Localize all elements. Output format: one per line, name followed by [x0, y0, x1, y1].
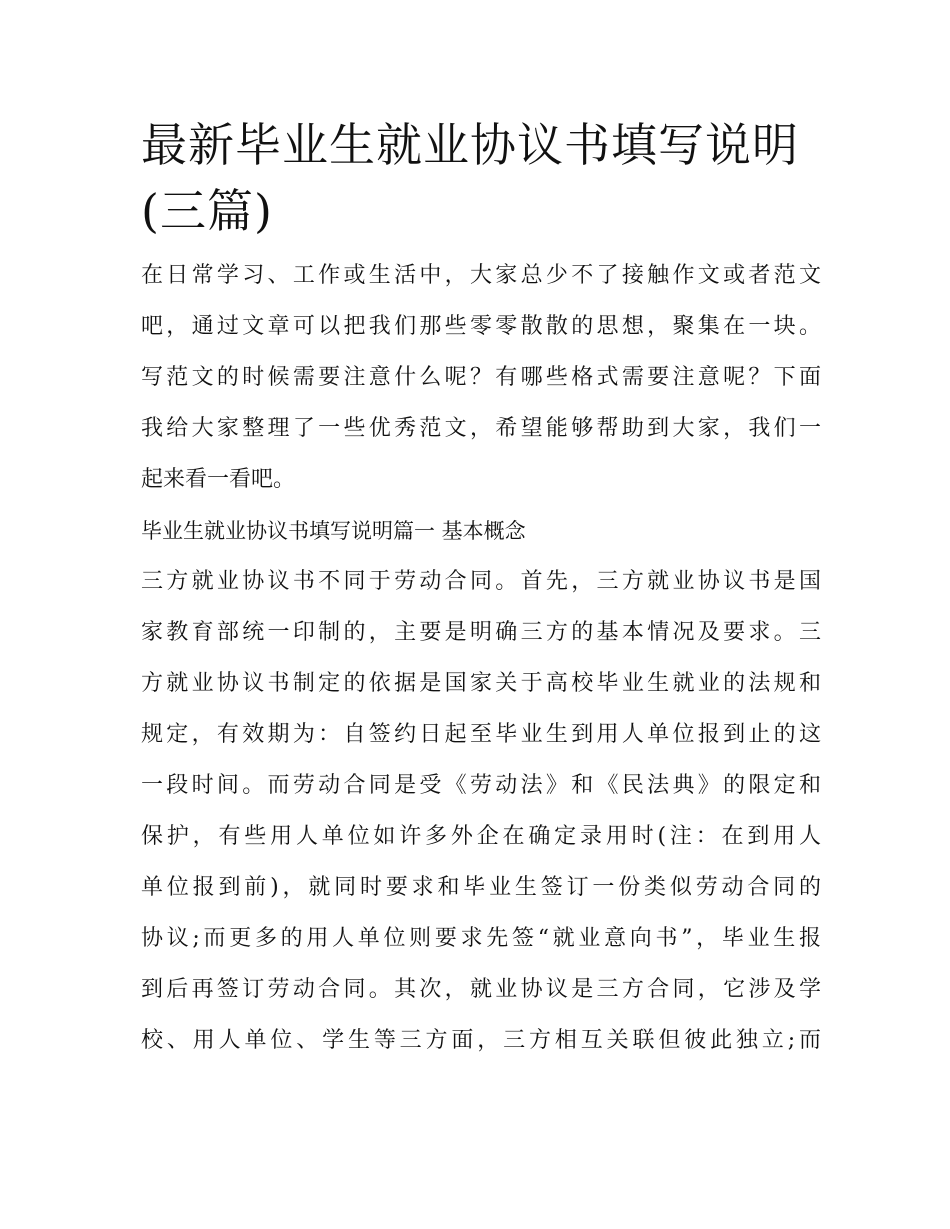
intro-line: 吧，通过文章可以把我们那些零零散散的思想，聚集在一块。	[141, 314, 821, 339]
document-content	[141, 112, 821, 1078]
intro-line: 我给大家整理了一些优秀范文，希望能够帮助到大家，我们一	[141, 416, 821, 441]
body-line: 保护，有些用人单位如许多外企在确定录用时(注：在到用人	[141, 824, 821, 849]
body-paragraph	[141, 568, 821, 1078]
body-line: 一段时间。而劳动合同是受《劳动法》和《民法典》的限定和	[141, 773, 821, 798]
body-line: 方就业协议书制定的依据是国家关于高校毕业生就业的法规和	[141, 671, 821, 696]
intro-paragraph	[141, 262, 821, 517]
body-line: 校、用人单位、学生等三方面，三方相互关联但彼此独立;而	[141, 1028, 821, 1053]
intro-line: 起来看一看吧。	[141, 467, 296, 492]
document-title: 最新毕业生就业协议书填写说明(三篇)	[141, 118, 799, 238]
body-line: 三方就业协议书不同于劳动合同。首先，三方就业协议书是国	[141, 569, 821, 594]
intro-line: 在日常学习、工作或生活中，大家总少不了接触作文或者范文	[141, 263, 821, 288]
body-line: 协议;而更多的用人单位则要求先签“就业意向书”，毕业生报	[141, 926, 821, 951]
section-heading: 毕业生就业协议书填写说明篇一 基本概念	[141, 519, 526, 543]
body-line: 家教育部统一印制的，主要是明确三方的基本情况及要求。三	[141, 620, 821, 645]
intro-line: 写范文的时候需要注意什么呢？有哪些格式需要注意呢？下面	[141, 365, 821, 390]
body-line: 规定，有效期为：自签约日起至毕业生到用人单位报到止的这	[141, 722, 821, 747]
body-line: 到后再签订劳动合同。其次，就业协议是三方合同，它涉及学	[141, 977, 821, 1002]
body-line: 单位报到前)，就同时要求和毕业生签订一份类似劳动合同的	[141, 875, 821, 900]
